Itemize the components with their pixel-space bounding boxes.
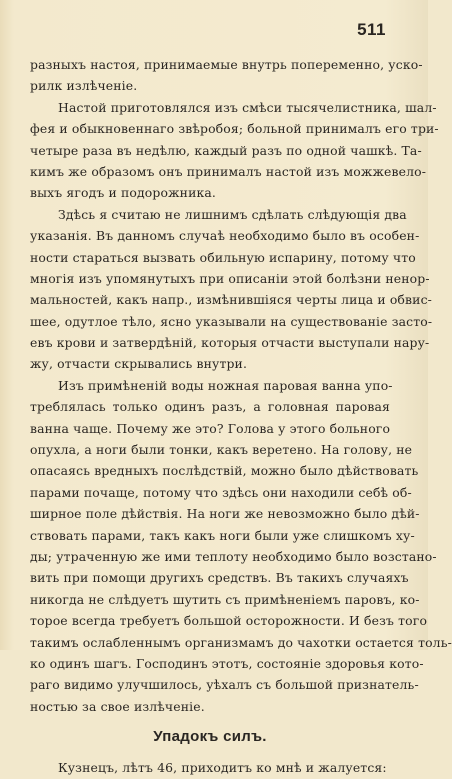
text-line: рилк излѣченіе.: [30, 78, 138, 94]
body-text: [30, 54, 452, 779]
text-line: ширное поле дѣйствія. На ноги же невозможно было дѣй-: [30, 506, 420, 522]
text-line: мальностей, какъ напр., измѣнившіяся черты лица и обвис-: [30, 292, 432, 308]
text-line: такимъ ослабленнымъ организмамъ до чахотки остается толь-: [30, 634, 452, 650]
text-line: ды; утраченную же ими теплоту необходимо было возстано-: [30, 548, 437, 564]
text-line: Изъ примѣненій воды ножная паровая ванна упо-: [58, 377, 393, 393]
text-line: ванна чаще. Почему же это? Голова у этого больного: [30, 420, 391, 436]
text-line: вить при помощи другихъ средствъ. Въ такихъ случаяхъ: [30, 570, 409, 586]
text-line: Здѣсь я считаю не лишнимъ сдѣлать слѣдующія два: [58, 206, 407, 222]
text-line: фея и обыкновеннаго звѣробоя; больной принималъ его три-: [30, 121, 439, 137]
text-line: кимъ же образомъ онъ принималъ настой изъ можжевело-: [30, 163, 427, 179]
text-line: треблялась только одинъ разъ, а головная паровая: [30, 399, 390, 415]
section-heading: Упадокъ силъ.: [153, 728, 267, 746]
text-line: торое всегда требуетъ большой осторожности. И безъ того: [30, 613, 428, 629]
text-line: многія изъ упомянутыхъ при описаніи этой болѣзни ненор-: [30, 270, 430, 286]
text-line: шее, одутлое тѣло, ясно указывали на существованіе засто-: [30, 313, 433, 329]
text-line: ствовать парами, такъ какъ ноги были уже слишкомъ ху-: [30, 527, 415, 543]
text-line: ностью за свое излѣченіе.: [30, 698, 205, 714]
text-line: опасаясь вредныхъ послѣдствій, можно было дѣйствовать: [30, 463, 419, 479]
text-line: опухла, а ноги были тонки, какъ веретено. На голову, не: [30, 442, 413, 458]
text-line: жу, отчасти скрывались внутри.: [30, 356, 248, 372]
text-line: никогда не слѣдуетъ шутить съ примѣненіемъ паровъ, ко-: [30, 591, 420, 607]
text-line: ности стараться вызвать обильную испарину, потому что: [30, 249, 416, 265]
text-line: Настой приготовлялся изъ смѣси тысячелистника, шал-: [58, 99, 437, 115]
paragraph-lines: [30, 54, 452, 717]
text-line: евъ крови и затвердѣній, которыя отчасти выступали нару-: [30, 335, 430, 351]
text-line: выхъ ягодъ и подорожника.: [30, 185, 216, 201]
text-line: раго видимо улучшилось, уѣхалъ съ большой признатель-: [30, 677, 419, 693]
text-line: четыре раза въ недѣлю, каждый разъ по одной чашкѣ. Та-: [30, 142, 422, 158]
page-number: 511: [357, 20, 386, 39]
closing-line: Кузнецъ, лѣтъ 46, приходитъ ко мнѣ и жалуется:: [58, 760, 387, 776]
text-line: ко одинъ шагъ. Господинъ этотъ, состояніе здоровья кото-: [30, 655, 424, 671]
text-line: парами почаще, потому что здѣсь они находили себѣ об-: [30, 484, 412, 500]
text-line: указанія. Въ данномъ случаѣ необходимо было въ особен-: [30, 228, 420, 244]
text-line: разныхъ настоя, принимаемые внутрь попеременно, уско-: [30, 57, 423, 72]
